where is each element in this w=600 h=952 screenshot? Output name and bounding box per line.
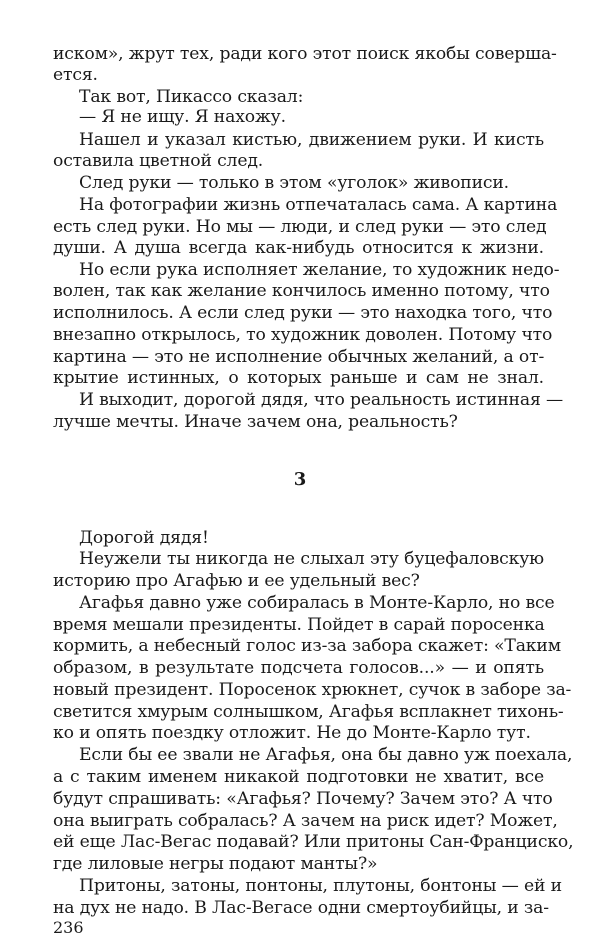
- section-number: 3: [293, 469, 307, 491]
- text-line: историю про Агафью и ее удельный вес?: [53, 571, 420, 592]
- text-line: Нашел и указал кистью, движением руки. И кисть: [79, 130, 544, 150]
- text-line: ей еще Лас-Вегас подавай? Или притоны Сан-Франциско,: [53, 832, 574, 853]
- text-line: она выиграть собралась? А зачем на риск идет? Может,: [53, 810, 558, 831]
- text-line: След руки — только в этом «уголок» живописи.: [79, 172, 509, 193]
- text-line: Неужели ты никогда не слыхал эту буцефаловскую: [79, 549, 544, 570]
- text-line: И выходит, дорогой дядя, что реальность истинная —: [79, 390, 563, 411]
- text-line: Так вот, Пикассо сказал:: [79, 86, 304, 107]
- text-line: время мешали президенты. Пойдет в сарай поросенка: [53, 614, 545, 635]
- text-line: есть след руки. Но мы — люди, и след руки — это след: [53, 217, 547, 238]
- text-line: кормить, а небесный голос из-за забора скажет: «Таким: [53, 636, 561, 657]
- text-line: образом, в результате подсчета голосов...» — и опять: [53, 658, 544, 679]
- text-line: волен, так как желание кончилось именно потому, что: [53, 281, 550, 302]
- text-line: На фотографии жизнь отпечаталась сама. А картина: [79, 195, 558, 216]
- text-line: Агафья давно уже собиралась в Монте-Карло, но все: [79, 592, 555, 613]
- text-line: а с таким именем никакой подготовки не хватит, все: [53, 766, 544, 787]
- text-line: исполнилось. А если след руки — это находка того, что: [53, 303, 553, 324]
- text-line: Но если рука исполняет желание, то художник недо-: [79, 259, 560, 280]
- text-line: Если бы ее звали не Агафья, она бы давно уж поехала,: [79, 745, 573, 766]
- text-line: светится хмурым солнышком, Агафья всплакнет тихонь-: [53, 701, 564, 722]
- text-line: внезапно открылось, то художник доволен. Потому что: [53, 324, 553, 345]
- text-line: души. А душа всегда как-нибудь относится к жизни.: [53, 237, 544, 258]
- text-line: — Я не ищу. Я нахожу.: [79, 107, 286, 128]
- text-line: новый президент. Поросенок хрюкнет, сучок в заборе за-: [53, 679, 572, 700]
- text-line: ется.: [53, 64, 98, 85]
- text-line: будут спрашивать: «Агафья? Почему? Зачем это? А что: [53, 788, 553, 809]
- text-line: крытие истинных, о которых раньше и сам не знал.: [53, 368, 544, 389]
- text-line: на дух не надо. В Лас-Вегасе одни смертоубийцы, и за-: [53, 897, 549, 918]
- text-line: иском», жрут тех, ради кого этот поиск якобы соверша-: [53, 44, 557, 64]
- text-line: лучше мечты. Иначе зачем она, реальность?: [53, 411, 458, 432]
- text-line: оставила цветной след.: [53, 150, 264, 171]
- page-number: 236: [53, 918, 84, 938]
- text-line: где лиловые негры подают манты?»: [53, 854, 378, 874]
- text-line: Притоны, затоны, понтоны, плутоны, бонтоны — ей и: [79, 875, 562, 896]
- text-line: ко и опять поездку отложит. Не до Монте-Карло тут.: [53, 723, 531, 744]
- text-line: Дорогой дядя!: [79, 527, 209, 548]
- text-line: картина — это не исполнение обычных желаний, а от-: [53, 346, 545, 367]
